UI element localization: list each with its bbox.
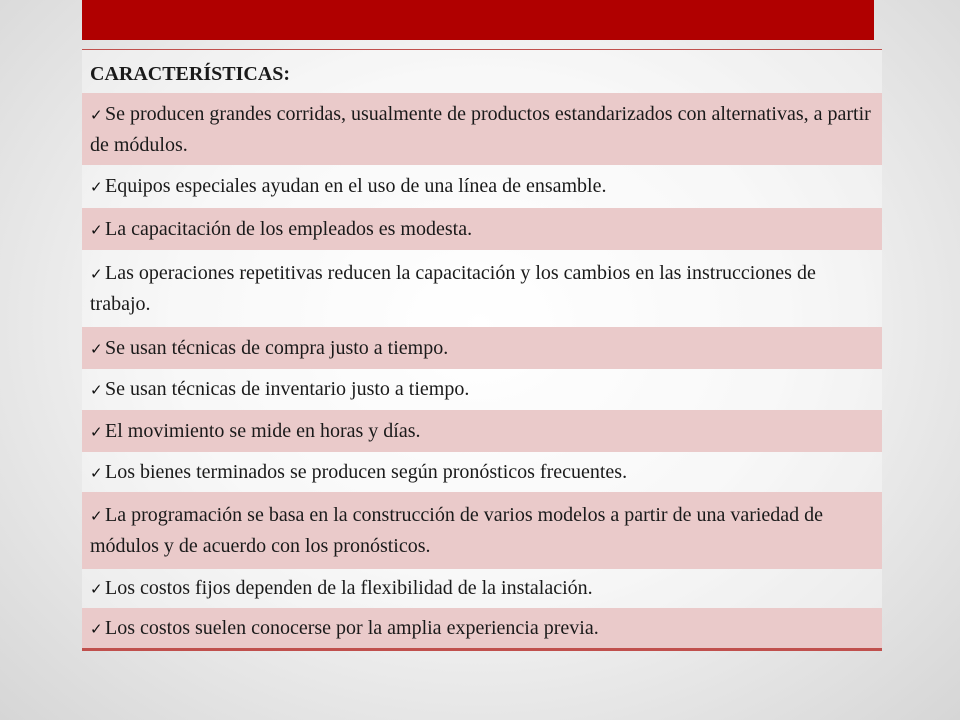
checkmark-icon: ✓ [90, 381, 103, 399]
heading-text: CARACTERÍSTICAS: [90, 62, 291, 85]
header-bar [82, 0, 874, 40]
row-text: ✓ Equipos especiales ayudan en el uso de una línea de ensamble. [90, 171, 607, 202]
checkmark-icon: ✓ [90, 422, 103, 441]
characteristics-table [82, 49, 882, 651]
row-text: ✓ El movimiento se mide en horas y días. [90, 416, 421, 447]
row-text: ✓ Se producen grandes corridas, usualmente de productos estandarizados con alternativas, a partir de módulos. [90, 99, 874, 160]
checkmark-icon: ✓ [90, 105, 103, 124]
table-row [82, 208, 882, 250]
checkmark-icon: ✓ [90, 507, 103, 525]
row-text: ✓ La capacitación de los empleados es modesta. [90, 214, 472, 245]
table-row [82, 250, 882, 327]
row-text: ✓ Se usan técnicas de compra justo a tiempo. [90, 333, 448, 364]
checkmark-icon: ✓ [90, 265, 103, 283]
table-row [82, 569, 882, 608]
table-row [82, 410, 882, 452]
checkmark-icon: ✓ [90, 220, 103, 239]
table-row [82, 93, 882, 165]
checkmark-icon: ✓ [90, 178, 103, 196]
row-text: ✓ Los costos suelen conocerse por la amplia experiencia previa. [90, 613, 599, 644]
table-row [82, 369, 882, 410]
row-text: ✓ Se usan técnicas de inventario justo a tiempo. [90, 374, 469, 405]
checkmark-icon: ✓ [90, 339, 103, 358]
table-row [82, 165, 882, 208]
row-text: ✓ Los bienes terminados se producen según pronósticos frecuentes. [90, 457, 627, 488]
table-row [82, 492, 882, 569]
checkmark-icon: ✓ [90, 619, 103, 638]
checkmark-icon: ✓ [90, 463, 103, 482]
row-text: ✓ La programación se basa en la construcción de varios modelos a partir de una variedad de módulos y de acuerdo con los pronósticos. [90, 500, 874, 561]
row-text: ✓ Las operaciones repetitivas reducen la capacitación y los cambios en las instrucciones de trabajo. [90, 258, 874, 319]
table-row [82, 608, 882, 648]
table-row [82, 327, 882, 369]
table-heading [82, 50, 882, 93]
table-row [82, 452, 882, 492]
checkmark-icon: ✓ [90, 580, 103, 598]
row-text: ✓ Los costos fijos dependen de la flexibilidad de la instalación. [90, 573, 593, 604]
